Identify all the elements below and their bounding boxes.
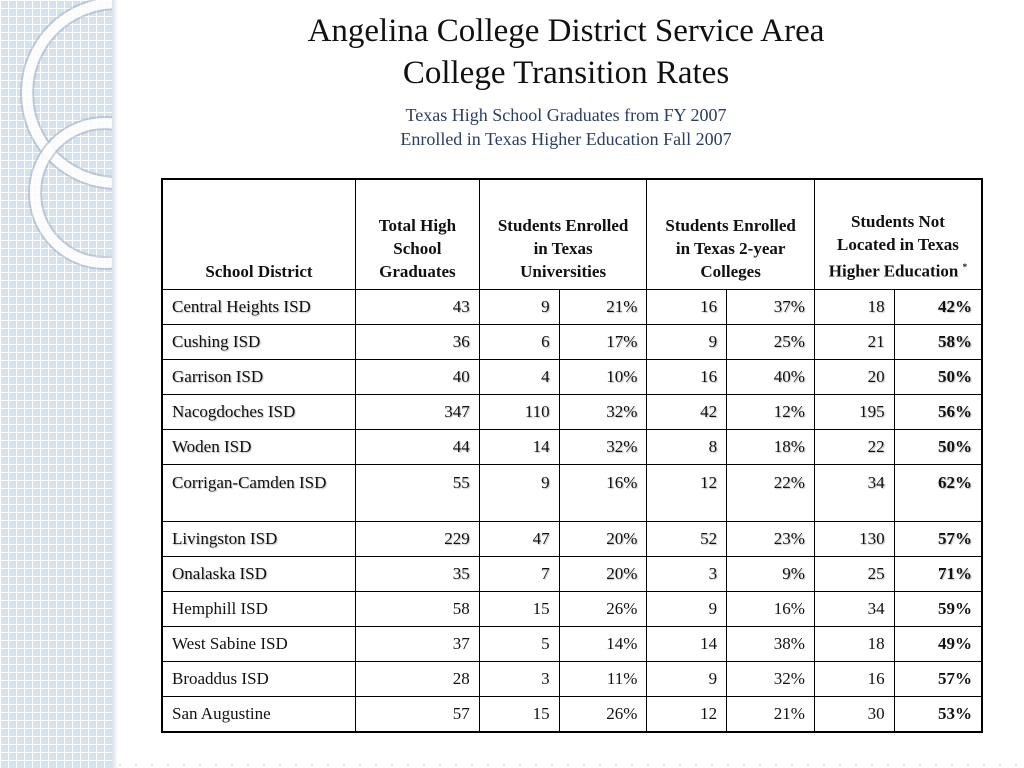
cell-nl-n: 22 (814, 429, 894, 464)
side-panel-edge (112, 0, 118, 768)
table-row (162, 359, 982, 394)
cell-nl-n: 34 (814, 464, 894, 521)
cell-total: 55 (355, 464, 479, 521)
cell-univ-pct: 20% (559, 556, 647, 591)
cell-total: 57 (355, 696, 479, 732)
cell-coll-pct: 16% (727, 591, 815, 626)
cell-coll-n: 12 (647, 696, 727, 732)
cell-nl-pct: 50% (894, 359, 982, 394)
table-row (162, 521, 982, 556)
cell-univ-pct: 10% (559, 359, 647, 394)
cell-coll-n: 9 (647, 591, 727, 626)
header-colleges: Students Enrolled in Texas 2-year Colleges (647, 179, 814, 289)
table-row (162, 394, 982, 429)
cell-coll-n: 42 (647, 394, 727, 429)
table-row (162, 591, 982, 626)
cell-coll-n: 3 (647, 556, 727, 591)
cell-nl-pct: 57% (894, 521, 982, 556)
cell-coll-pct: 32% (727, 661, 815, 696)
cell-nl-pct: 56% (894, 394, 982, 429)
header-school-district: School District (162, 179, 355, 289)
cell-univ-pct: 32% (559, 394, 647, 429)
table-row (162, 429, 982, 464)
cell-univ-n: 110 (479, 394, 559, 429)
cell-coll-pct: 23% (727, 521, 815, 556)
cell-total: 40 (355, 359, 479, 394)
cell-total: 35 (355, 556, 479, 591)
cell-nl-pct: 59% (894, 591, 982, 626)
cell-total: 58 (355, 591, 479, 626)
cell-univ-n: 15 (479, 591, 559, 626)
table-row (162, 626, 982, 661)
cell-coll-pct: 25% (727, 324, 815, 359)
table-row (162, 696, 982, 732)
cell-univ-n: 3 (479, 661, 559, 696)
cell-univ-pct: 17% (559, 324, 647, 359)
cell-district: Livingston ISD (162, 521, 355, 556)
cell-coll-pct: 12% (727, 394, 815, 429)
cell-total: 347 (355, 394, 479, 429)
cell-coll-n: 52 (647, 521, 727, 556)
header-total-graduates: Total High School Graduates (355, 179, 479, 289)
cell-univ-n: 14 (479, 429, 559, 464)
table-row (162, 289, 982, 324)
cell-nl-n: 195 (814, 394, 894, 429)
cell-district: Broaddus ISD (162, 661, 355, 696)
cell-univ-pct: 11% (559, 661, 647, 696)
cell-nl-pct: 50% (894, 429, 982, 464)
table-row (162, 556, 982, 591)
cell-district: West Sabine ISD (162, 626, 355, 661)
cell-coll-pct: 37% (727, 289, 815, 324)
cell-nl-pct: 42% (894, 289, 982, 324)
cell-univ-n: 47 (479, 521, 559, 556)
cell-coll-n: 12 (647, 464, 727, 521)
header-not-located-label: Students Not Located in Texas Higher Education (828, 211, 959, 281)
bottom-decoration (112, 762, 1024, 768)
transition-rates-table (161, 178, 983, 733)
cell-nl-n: 18 (814, 626, 894, 661)
cell-univ-pct: 20% (559, 521, 647, 556)
cell-nl-pct: 53% (894, 696, 982, 732)
cell-coll-n: 14 (647, 626, 727, 661)
table-header-row (162, 179, 982, 289)
cell-nl-n: 130 (814, 521, 894, 556)
cell-nl-pct: 49% (894, 626, 982, 661)
cell-coll-n: 9 (647, 324, 727, 359)
cell-district: Corrigan-Camden ISD (162, 464, 355, 521)
cell-nl-pct: 71% (894, 556, 982, 591)
cell-univ-n: 7 (479, 556, 559, 591)
header-universities: Students Enrolled in Texas Universities (479, 179, 647, 289)
cell-coll-pct: 22% (727, 464, 815, 521)
cell-univ-n: 4 (479, 359, 559, 394)
cell-coll-pct: 18% (727, 429, 815, 464)
cell-total: 36 (355, 324, 479, 359)
cell-total: 43 (355, 289, 479, 324)
cell-univ-pct: 14% (559, 626, 647, 661)
cell-univ-pct: 26% (559, 591, 647, 626)
cell-nl-pct: 57% (894, 661, 982, 696)
cell-nl-n: 30 (814, 696, 894, 732)
cell-nl-n: 16 (814, 661, 894, 696)
cell-nl-n: 18 (814, 289, 894, 324)
cell-coll-pct: 9% (727, 556, 815, 591)
cell-univ-n: 9 (479, 464, 559, 521)
cell-coll-n: 16 (647, 289, 727, 324)
cell-district: Cushing ISD (162, 324, 355, 359)
decorative-side-panel (0, 0, 112, 768)
cell-district: Onalaska ISD (162, 556, 355, 591)
cell-univ-pct: 16% (559, 464, 647, 521)
cell-district: Garrison ISD (162, 359, 355, 394)
cell-coll-pct: 38% (727, 626, 815, 661)
header-footnote-marker: * (962, 261, 968, 272)
slide-subtitle: Texas High School Graduates from FY 2007 (405, 105, 727, 125)
cell-total: 37 (355, 626, 479, 661)
header-not-located (814, 179, 982, 289)
cell-univ-n: 15 (479, 696, 559, 732)
cell-coll-n: 16 (647, 359, 727, 394)
cell-total: 44 (355, 429, 479, 464)
cell-total: 28 (355, 661, 479, 696)
cell-nl-n: 20 (814, 359, 894, 394)
table-row (162, 661, 982, 696)
cell-district: San Augustine (162, 696, 355, 732)
cell-district: Woden ISD (162, 429, 355, 464)
cell-nl-n: 25 (814, 556, 894, 591)
cell-univ-n: 9 (479, 289, 559, 324)
cell-coll-pct: 40% (727, 359, 815, 394)
cell-univ-n: 6 (479, 324, 559, 359)
cell-univ-pct: 32% (559, 429, 647, 464)
cell-district: Hemphill ISD (162, 591, 355, 626)
slide-subtitle-line2: Enrolled in Texas Higher Education Fall 2007 (400, 129, 732, 149)
cell-nl-pct: 62% (894, 464, 982, 521)
table-row (162, 324, 982, 359)
slide-title: Angelina College District Service Area (307, 13, 825, 49)
cell-total: 229 (355, 521, 479, 556)
cell-univ-n: 5 (479, 626, 559, 661)
cell-coll-n: 9 (647, 661, 727, 696)
slide-title-line2: College Transition Rates (402, 55, 730, 91)
cell-univ-pct: 26% (559, 696, 647, 732)
table-row (162, 464, 982, 521)
cell-district: Central Heights ISD (162, 289, 355, 324)
cell-district: Nacogdoches ISD (162, 394, 355, 429)
cell-nl-n: 21 (814, 324, 894, 359)
cell-nl-n: 34 (814, 591, 894, 626)
cell-nl-pct: 58% (894, 324, 982, 359)
cell-coll-pct: 21% (727, 696, 815, 732)
cell-univ-pct: 21% (559, 289, 647, 324)
cell-coll-n: 8 (647, 429, 727, 464)
